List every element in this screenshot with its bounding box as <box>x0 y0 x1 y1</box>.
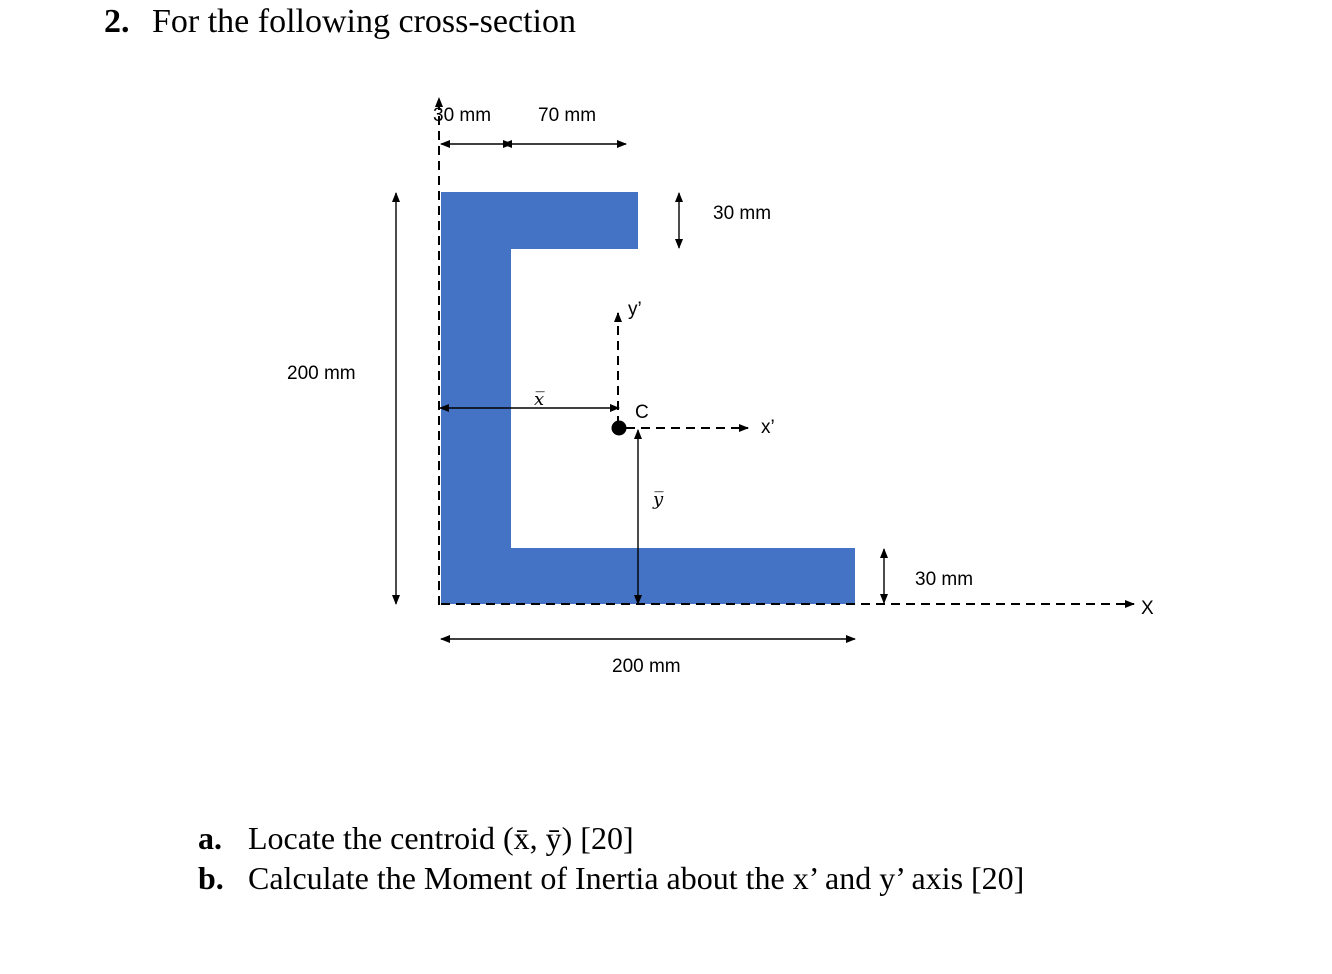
x-bar-label: x̅ <box>534 389 545 410</box>
task-b-text: Calculate the Moment of Inertia about the x’ and y’ axis [20] <box>248 860 1025 896</box>
task-a-text: Locate the centroid (x̄, ȳ) [20] <box>248 820 634 856</box>
dim-70mm-top-label: 70 mm <box>538 105 597 126</box>
dim-bottom-flange-label: 30 mm <box>915 569 974 590</box>
dim-bottom-width-label: 200 mm <box>612 656 681 677</box>
dim-height-label: 200 mm <box>287 363 356 384</box>
cross-section-shape <box>441 192 855 604</box>
x-prime-label: x’ <box>761 417 775 438</box>
dim-30mm-top-label: 30 mm <box>433 105 492 126</box>
centroid-dot <box>612 421 627 436</box>
centroid-label: C <box>635 402 649 423</box>
task-b-letter: b. <box>198 860 224 896</box>
x-axis-label: X <box>1141 598 1154 619</box>
y-bar-label: y̅ <box>653 489 664 510</box>
task-b <box>198 858 1024 898</box>
question-number: 2. <box>104 3 130 40</box>
dim-top-flange-label: 30 mm <box>713 203 772 224</box>
question-title: For the following cross-section <box>152 3 576 40</box>
task-a <box>198 818 1024 858</box>
y-prime-label: y’ <box>628 299 642 320</box>
task-list <box>198 818 1024 898</box>
task-a-letter: a. <box>198 820 222 856</box>
